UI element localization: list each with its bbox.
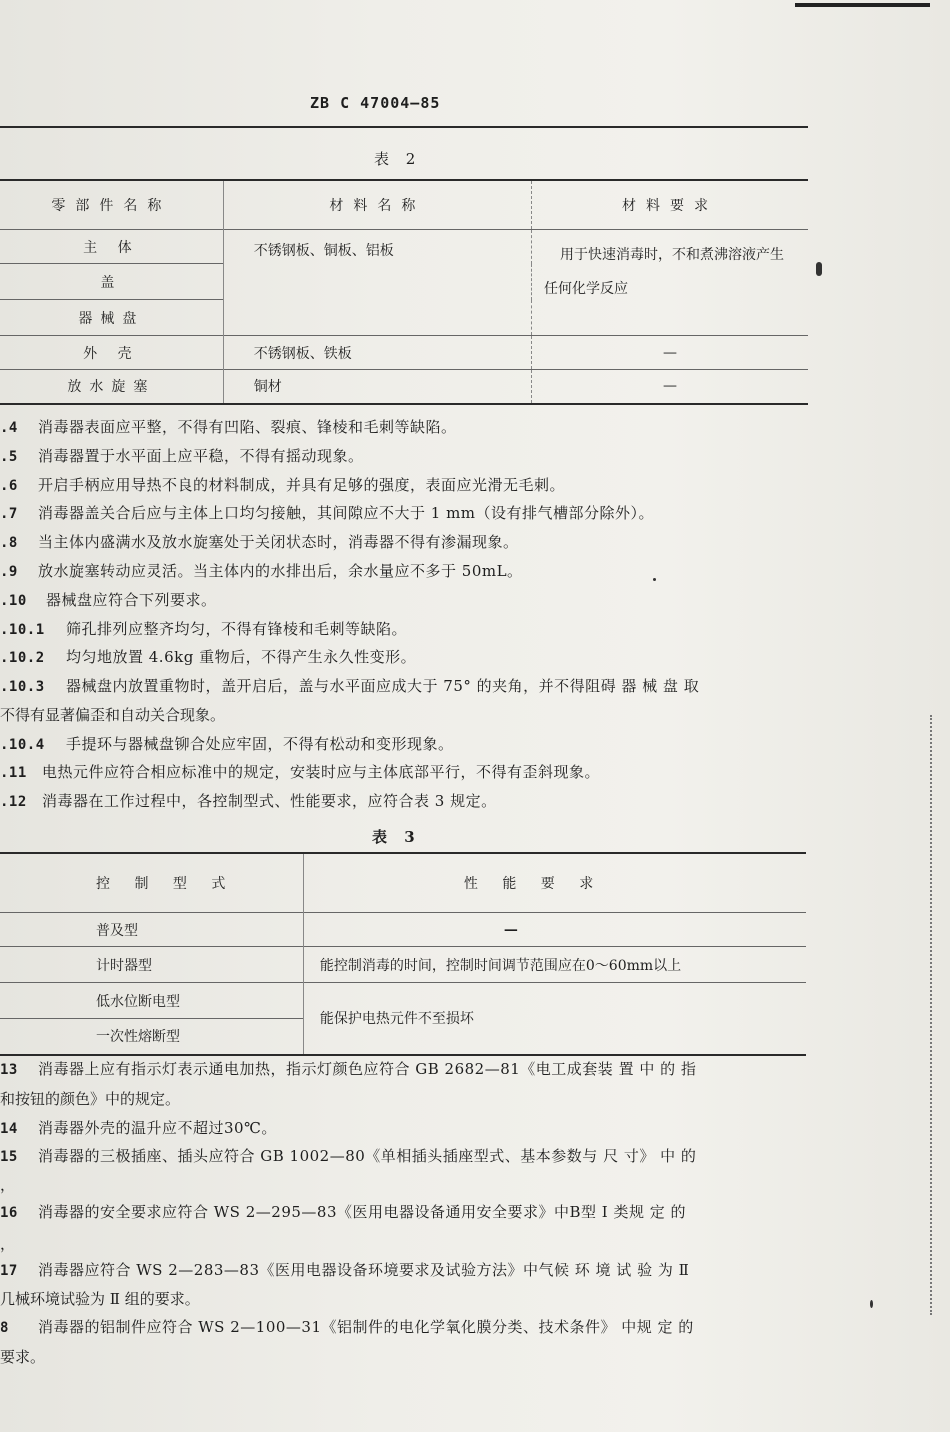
clause [0,560,523,581]
clause-number: .10.4 [0,737,45,753]
clause-text: 消毒器置于水平面上应平稳，不得有摇动现象。 [38,447,364,465]
table2-material: 铜材 [223,370,531,404]
table3-type: 计时器型 [0,947,303,983]
clause-text: 放水旋塞转动应灵活。当主体内的水排出后，余水量应不多于 50mL。 [38,562,523,580]
table2-part: 器械盘 [0,300,223,336]
table3-type: 低水位断电型 [0,983,303,1019]
table-3 [0,852,806,1056]
clause [0,646,416,667]
clause-text: 消毒器外壳的温升应不超过30℃。 [38,1119,277,1137]
table-row [0,230,808,264]
clause [0,589,217,610]
table3-header-type: 控 制 型 式 [0,853,303,913]
clause [0,531,519,552]
table-row [0,336,808,370]
table2-requirement: — [531,370,808,404]
top-edge-rule [795,3,930,7]
clause-number: .6 [0,478,18,494]
clause-text: 消毒器上应有指示灯表示通电加热，指示灯颜色应符合 GB 2682—81《电工成套装 置 中 的 指 [38,1060,697,1078]
scan-mark [816,262,822,276]
clause [0,1201,686,1222]
table2-requirement: — [531,336,808,370]
table2-part: 盖 [0,264,223,300]
clause-text: 手提环与器械盘铆合处应牢固，不得有松动和变形现象。 [66,735,454,753]
table3-requirement: 能保护电热元件不至损坏 [303,983,806,1055]
clause [0,416,457,437]
clause [0,445,364,466]
clause-continuation: 要求。 [0,1348,46,1366]
standard-code: ZB C 47004—85 [310,94,441,112]
clause-number: 16 [0,1205,18,1221]
clause-text: 均匀地放置 4.6kg 重物后，不得产生永久性变形。 [66,648,417,666]
table-2 [0,179,808,405]
table2-requirement [531,230,808,336]
table2-material: 不锈钢板、铜板、铝板 [223,230,531,336]
clause-text: 筛孔排列应整齐均匀，不得有锋棱和毛刺等缺陷。 [66,620,408,638]
clause-text: 电热元件应符合相应标准中的规定，安装时应与主体底部平行，不得有歪斜现象。 [42,763,601,781]
table3-header-requirement: 性 能 要 求 [303,853,806,913]
clause-continuation: ， [0,1235,16,1253]
scan-mark [870,1300,873,1308]
clause [0,1145,696,1166]
clause-text: 消毒器的铝制件应符合 WS 2—100—31《铝制件的电化学氧化膜分类、技术条件》 中规 定 的 [38,1318,694,1336]
table2-part: 放水旋塞 [0,370,223,404]
clause [0,1058,696,1079]
table2-header-row [0,180,808,230]
scan-mark [653,578,656,581]
clause [0,675,699,696]
clause-text: 器械盘内放置重物时，盖开启后，盖与水平面应成大于 75° 的夹角，并不得阻碍 器 械 盘 取 [66,677,700,695]
table-row [0,913,806,947]
table2-caption: 表 2 [374,150,422,168]
table2-requirement-line2: 任何化学反应 [543,281,628,297]
clause-number: 13 [0,1062,18,1078]
clause-number: .10.3 [0,679,45,695]
clause [0,474,565,495]
clause-text: 开启手柄应用导热不良的材料制成，并具有足够的强度，表面应光滑无毛刺。 [38,476,566,494]
table3-header-row [0,853,806,913]
table2-header-part: 零部件名称 [0,180,223,230]
clause-text: 消毒器在工作过程中，各控制型式、性能要求，应符合表 3 规定。 [42,792,497,810]
table2-header-material: 材料名称 [223,180,531,230]
clause-number: .7 [0,506,18,522]
table2-part: 主 体 [0,230,223,264]
table-row [0,983,806,1019]
clause-text: 器械盘应符合下列要求。 [46,591,217,609]
clause [0,790,497,811]
clause-number: .10.1 [0,622,45,638]
clause [0,618,407,639]
table-row [0,370,808,404]
table3-requirement: — [303,913,806,947]
scan-edge-noise [930,715,935,1315]
clause-number: .11 [0,765,27,781]
clause [0,502,654,523]
clause-text: 消毒器的三极插座、插头应符合 GB 1002—80《单相插头插座型式、基本参数与 尺 寸》 中 的 [38,1147,697,1165]
clause-text: 消毒器表面应平整，不得有凹陷、裂痕、锋棱和毛刺等缺陷。 [38,418,457,436]
clause [0,733,454,754]
clause [0,1259,689,1280]
clause-number: 8 [0,1320,9,1336]
header-rule [0,126,808,128]
clause [0,1316,694,1337]
clause-number: 15 [0,1149,18,1165]
clause-number: .4 [0,420,18,436]
table2-requirement-line1: 用于快速消毒时，不和煮沸溶液产生 [559,247,784,263]
table-row [0,947,806,983]
clause-number: .8 [0,535,18,551]
clause-continuation: 几械环境试验为 Ⅱ 组的要求。 [0,1290,200,1308]
clause-number: .10 [0,593,27,609]
clause-text: 消毒器盖关合后应与主体上口均匀接触，其间隙应不大于 1 mm（设有排气槽部分除外）。 [38,504,655,522]
clause-number: .9 [0,564,18,580]
clause-number: .10.2 [0,650,45,666]
clause-continuation: 和按钮的颜色》中的规定。 [0,1090,181,1108]
clause-number: 17 [0,1263,18,1279]
table2-part: 外 壳 [0,336,223,370]
table3-caption: 表 3 [372,828,421,846]
clause [0,761,600,782]
table3-type: 普及型 [0,913,303,947]
clause-text: 当主体内盛满水及放水旋塞处于关闭状态时，消毒器不得有渗漏现象。 [38,533,519,551]
clause-text: 消毒器应符合 WS 2—283—83《医用电器设备环境要求及试验方法》中气候 环 境 试 验 为 Ⅱ [38,1261,690,1279]
table2-material: 不锈钢板、铁板 [223,336,531,370]
table3-requirement: 能控制消毒的时间，控制时间调节范围应在0～60mm以上 [303,947,806,983]
clause-number: .5 [0,449,18,465]
clause-text: 消毒器的安全要求应符合 WS 2—295—83《医用电器设备通用安全要求》中B型 Ⅰ 类规 定 的 [38,1203,687,1221]
clause-continuation: 不得有显著偏歪和自动关合现象。 [0,706,226,724]
table3-type: 一次性熔断型 [0,1019,303,1055]
clause-continuation: ， [0,1176,16,1194]
table2-header-requirement: 材料要求 [531,180,808,230]
clause [0,1117,277,1138]
clause-number: .12 [0,794,27,810]
clause-number: 14 [0,1121,18,1137]
